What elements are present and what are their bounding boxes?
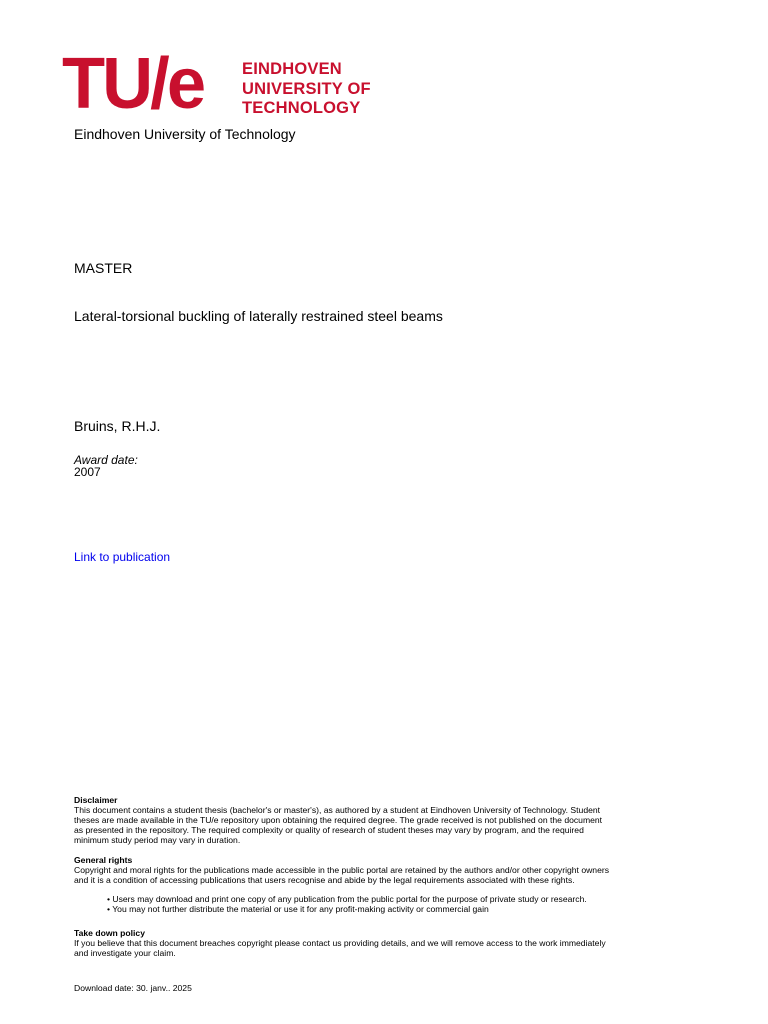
rights-bullets <box>107 894 727 914</box>
takedown-section <box>74 928 724 958</box>
publication-link[interactable]: Link to publication <box>74 550 171 564</box>
thesis-title: Lateral-torsional buckling of laterally restrained steel beams <box>74 308 443 324</box>
disclaimer-line: theses are made available in the TU/e repository upon obtaining the required degree. The grade received is not published on the document <box>74 815 603 825</box>
takedown-line: If you believe that this document breaches copyright please contact us providing details, and we will remove access to the work immediately <box>74 938 606 948</box>
general-rights-line: and it is a condition of accessing publications that users recognise and abide by the legal requirements associated with these rights. <box>74 875 575 885</box>
disclaimer-line: minimum study period may vary in duration. <box>74 835 241 845</box>
general-rights-heading: General rights <box>74 855 133 865</box>
logo-mark: TU/e <box>62 44 204 124</box>
general-rights-section <box>74 855 724 885</box>
general-rights-line: Copyright and moral rights for the publications made accessible in the public portal are retained by the authors and/or other copyright owners <box>74 865 610 875</box>
logo-line-1: EINDHOVEN <box>242 60 342 78</box>
rights-bullet: • Users may download and print one copy of any publication from the public portal for the purpose of private study or research. <box>107 894 587 904</box>
download-date: Download date: 30. janv.. 2025 <box>74 983 192 993</box>
award-date-label: Award date: <box>74 453 138 467</box>
takedown-line: and investigate your claim. <box>74 948 176 958</box>
award-date-value: 2007 <box>74 465 101 479</box>
disclaimer-heading: Disclaimer <box>74 795 118 805</box>
logo-line-2: UNIVERSITY OF <box>242 79 371 98</box>
author-name: Bruins, R.H.J. <box>74 418 161 434</box>
disclaimer-line: as presented in the repository. The required complexity or quality of research of student theses may vary by program, and the required <box>74 825 584 835</box>
logo-line-3: TECHNOLOGY <box>242 99 361 117</box>
logo-wordmark <box>242 60 371 119</box>
document-type: MASTER <box>74 260 133 276</box>
takedown-heading: Take down policy <box>74 928 145 938</box>
disclaimer-line: This document contains a student thesis (bachelor's or master's), as authored by a student at Eindhoven University of Technology. Student <box>74 805 601 815</box>
rights-bullet: • You may not further distribute the material or use it for any profit-making activity or commercial gain <box>107 904 489 914</box>
institution-name: Eindhoven University of Technology <box>74 126 296 142</box>
disclaimer-section <box>74 795 724 845</box>
